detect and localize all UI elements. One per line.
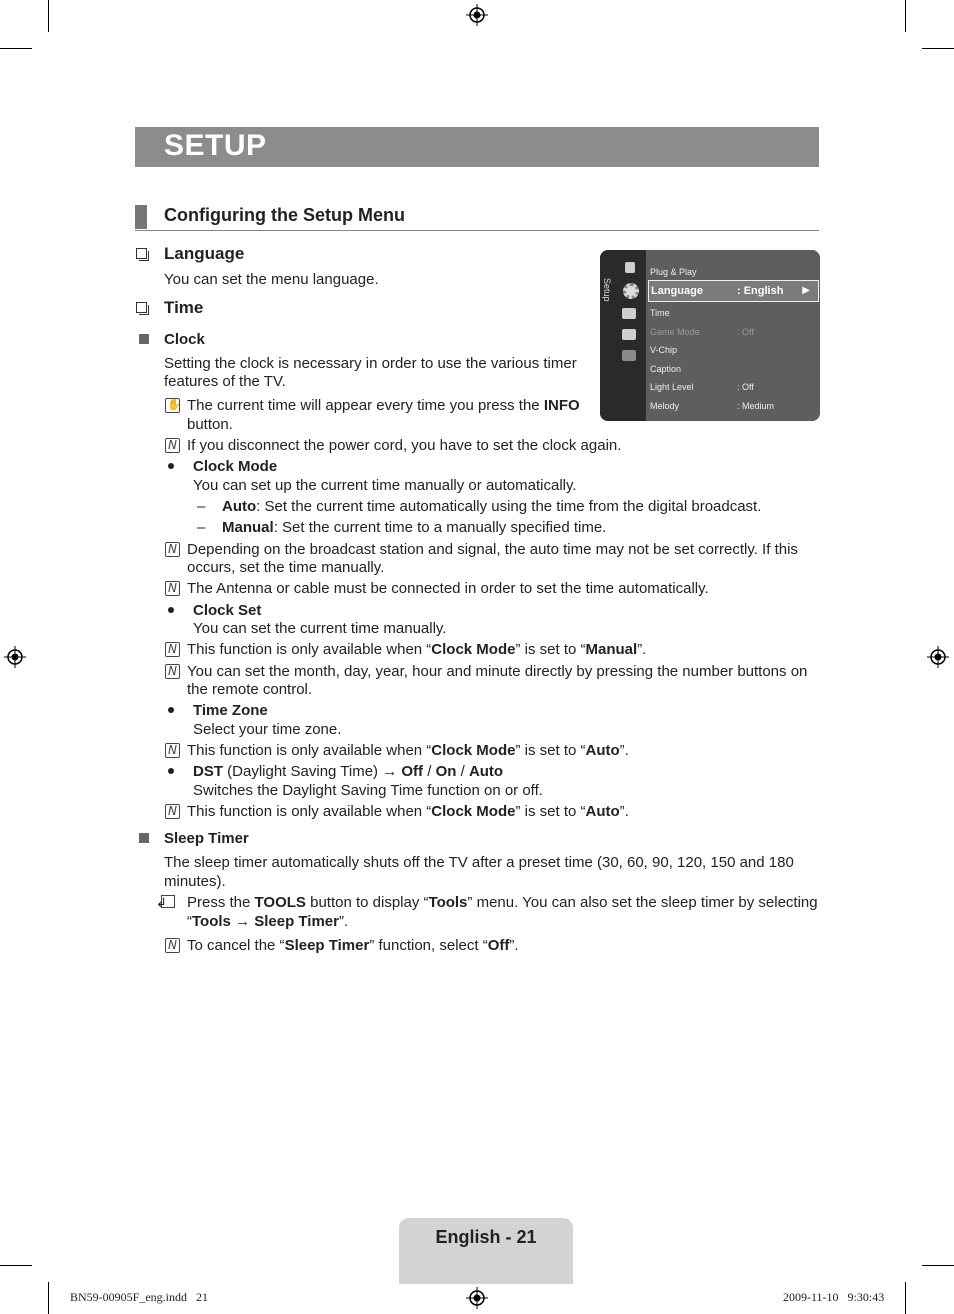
note-icon bbox=[165, 542, 180, 557]
dot-bullet-icon bbox=[168, 463, 174, 469]
dot-bullet-icon bbox=[168, 707, 174, 713]
menu-item-time[interactable]: Time bbox=[650, 308, 670, 318]
page-title-bar bbox=[135, 127, 819, 167]
time-zone-desc: Select your time zone. bbox=[193, 721, 342, 738]
arrow-right-icon: ▶ bbox=[802, 285, 810, 296]
date-slug: 2009-11-10 9:30:43 bbox=[783, 1290, 885, 1304]
input-icon bbox=[622, 308, 636, 319]
sleep-timer-tools-note: “Tools → Sleep Timer”. bbox=[187, 913, 349, 930]
square-bullet-icon bbox=[139, 833, 149, 843]
note-icon bbox=[165, 438, 180, 453]
registration-mark-icon bbox=[466, 4, 488, 26]
note-icon bbox=[165, 804, 180, 819]
sleep-timer-desc: The sleep timer automatically shuts off the TV after a preset time (30, 60, 90, 120, 150 and 180 bbox=[164, 854, 794, 871]
language-desc: You can set the menu language. bbox=[164, 271, 379, 288]
crop-mark bbox=[0, 1265, 32, 1266]
time-heading: Time bbox=[164, 298, 204, 317]
clock-desc: Setting the clock is necessary in order to use the various timer bbox=[164, 355, 577, 372]
info-hand-icon bbox=[165, 398, 180, 413]
menu-item-language[interactable] bbox=[648, 280, 819, 302]
tv-setup-menu-screenshot bbox=[600, 250, 820, 421]
menu-item-game-mode[interactable]: Game Mode bbox=[650, 327, 700, 337]
clock-mode-note: The Antenna or cable must be connected in order to set the time automatically. bbox=[187, 580, 709, 597]
sleep-timer-heading: Sleep Timer bbox=[164, 830, 249, 847]
note-icon bbox=[165, 743, 180, 758]
registration-mark-icon bbox=[4, 646, 26, 668]
registration-mark-icon bbox=[466, 1287, 488, 1309]
sleep-timer-desc: minutes). bbox=[164, 873, 226, 890]
crop-mark bbox=[0, 48, 32, 49]
clock-info-note: The current time will appear every time you press the INFO bbox=[187, 397, 580, 414]
clock-mode-auto: Auto: Set the current time automatically using the time from the digital broadcast. bbox=[222, 498, 762, 515]
menu-item-value: : Off bbox=[737, 382, 754, 392]
clock-mode-manual: Manual: Set the current time to a manually specified time. bbox=[222, 519, 607, 536]
clock-set-note: This function is only available when “Clock Mode” is set to “Manual”. bbox=[187, 641, 647, 658]
menu-list bbox=[646, 250, 820, 421]
dst-desc: Switches the Daylight Saving Time function on or off. bbox=[193, 782, 543, 799]
crop-mark bbox=[905, 1282, 906, 1314]
time-zone-note: This function is only available when “Clock Mode” is set to “Auto”. bbox=[187, 742, 629, 759]
clock-mode-desc: You can set up the current time manually or automatically. bbox=[193, 477, 577, 494]
menu-item-plug-play[interactable]: Plug & Play bbox=[650, 267, 697, 277]
time-zone-heading: Time Zone bbox=[193, 702, 268, 719]
clock-set-desc: You can set the current time manually. bbox=[193, 620, 447, 637]
clock-desc: features of the TV. bbox=[164, 373, 286, 390]
crop-mark bbox=[48, 1282, 49, 1314]
menu-item-caption[interactable]: Caption bbox=[650, 364, 682, 374]
sleep-timer-cancel-note: To cancel the “Sleep Timer” function, select “Off”. bbox=[187, 937, 519, 954]
menu-item-light-level[interactable]: Light Level bbox=[650, 382, 694, 392]
crop-mark bbox=[905, 0, 906, 32]
tools-icon bbox=[157, 894, 175, 910]
page-number: English - 21 bbox=[435, 1227, 537, 1247]
dot-bullet-icon bbox=[168, 768, 174, 774]
clock-set-heading: Clock Set bbox=[193, 602, 262, 619]
square-bullet-icon bbox=[139, 334, 149, 344]
file-slug: BN59-00905F_eng.indd 21 bbox=[70, 1290, 208, 1304]
dst-note: This function is only available when “Clock Mode” is set to “Auto”. bbox=[187, 803, 629, 820]
note-icon bbox=[165, 642, 180, 657]
section-heading bbox=[135, 203, 819, 231]
menu-item-label: Language bbox=[651, 285, 703, 297]
dash-icon: – bbox=[197, 498, 206, 515]
support-icon bbox=[622, 350, 636, 361]
clock-power-note: If you disconnect the power cord, you have to set the clock again. bbox=[187, 437, 622, 454]
crop-mark bbox=[922, 48, 954, 49]
clock-mode-heading: Clock Mode bbox=[193, 458, 278, 475]
note-icon bbox=[165, 581, 180, 596]
checkbox-bullet-icon bbox=[136, 302, 147, 313]
menu-item-value: : English bbox=[737, 285, 784, 297]
picture-icon bbox=[625, 262, 635, 273]
section-title: Configuring the Setup Menu bbox=[164, 205, 405, 225]
application-icon bbox=[622, 329, 636, 340]
dash-icon: – bbox=[197, 519, 206, 536]
page-title: SETUP bbox=[164, 129, 267, 162]
menu-item-value: : Medium bbox=[737, 401, 775, 411]
menu-side-label: Setup bbox=[602, 278, 612, 302]
setup-gear-icon bbox=[623, 283, 639, 299]
clock-heading: Clock bbox=[164, 331, 205, 348]
clock-set-note: the remote control. bbox=[187, 681, 313, 698]
menu-sidebar bbox=[600, 250, 646, 421]
crop-mark bbox=[48, 0, 49, 32]
section-marker bbox=[135, 205, 147, 229]
registration-mark-icon bbox=[927, 646, 949, 668]
language-heading: Language bbox=[164, 244, 245, 263]
clock-info-note: button. bbox=[187, 416, 233, 433]
page-number-tab bbox=[399, 1218, 573, 1284]
note-icon bbox=[165, 938, 180, 953]
crop-mark bbox=[922, 1265, 954, 1266]
sleep-timer-tools-note: Press the TOOLS button to display “Tools” menu. You can also set the sleep timer by selecting bbox=[187, 894, 818, 911]
clock-set-note: You can set the month, day, year, hour and minute directly by pressing the number buttons on bbox=[187, 663, 808, 680]
note-icon bbox=[165, 664, 180, 679]
menu-item-value: : Off bbox=[737, 327, 754, 337]
menu-item-melody[interactable]: Melody bbox=[650, 401, 680, 411]
checkbox-bullet-icon bbox=[136, 248, 147, 259]
dst-heading: DST (Daylight Saving Time) → Off / On / Auto bbox=[193, 763, 504, 780]
dot-bullet-icon bbox=[168, 607, 174, 613]
clock-mode-note: Depending on the broadcast station and signal, the auto time may not be set correctly. If this bbox=[187, 541, 798, 558]
clock-mode-note: occurs, set the time manually. bbox=[187, 559, 385, 576]
menu-item-v-chip[interactable]: V-Chip bbox=[650, 345, 678, 355]
